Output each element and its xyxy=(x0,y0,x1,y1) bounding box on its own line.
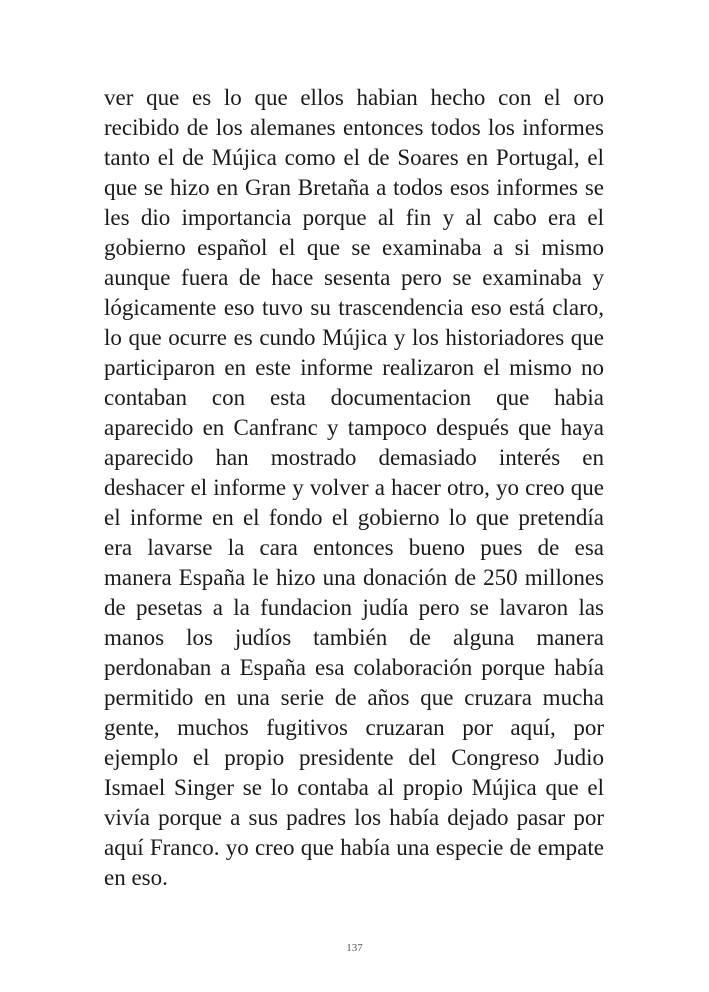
text-line: aparecido han mostrado demasiado interés en xyxy=(104,445,604,470)
text-line: contaban con esta documentacion que habia xyxy=(104,385,604,410)
text-line: recibido de los alemanes entonces todos los informes xyxy=(104,115,604,140)
text-line: lo que ocurre es cundo Mújica y los historiadores que xyxy=(104,325,604,350)
text-line: en eso. xyxy=(104,865,168,890)
text-line: era lavarse la cara entonces bueno pues de esa xyxy=(104,535,604,560)
text-line: lógicamente eso tuvo su trascendencia eso está claro, xyxy=(104,295,604,320)
text-line: ejemplo el propio presidente del Congreso Judio xyxy=(104,745,604,770)
page-number: 137 xyxy=(346,942,363,954)
text-line: deshacer el informe y volver a hacer otro, yo creo que xyxy=(104,475,604,500)
text-line: permitido en una serie de años que cruzara mucha xyxy=(104,685,604,710)
text-line: participaron en este informe realizaron el mismo no xyxy=(104,355,604,380)
text-line: Ismael Singer se lo contaba al propio Mújica que el xyxy=(104,775,604,800)
text-line: gobierno español el que se examinaba a si mismo xyxy=(104,235,604,260)
text-line: de pesetas a la fundacion judía pero se lavaron las xyxy=(104,595,604,620)
text-line: manera España le hizo una donación de 250 millones xyxy=(104,565,604,590)
text-line: aparecido en Canfranc y tampoco después que haya xyxy=(104,415,604,440)
text-line: ver que es lo que ellos habian hecho con el oro xyxy=(104,85,604,110)
text-line: gente, muchos fugitivos cruzaran por aquí, por xyxy=(104,715,604,740)
text-line: manos los judíos también de alguna manera xyxy=(104,625,604,650)
text-line: que se hizo en Gran Bretaña a todos esos informes se xyxy=(104,175,604,200)
text-line: les dio importancia porque al fin y al cabo era el xyxy=(104,205,604,230)
text-line: tanto el de Mújica como el de Soares en Portugal, el xyxy=(104,145,604,170)
text-line: aunque fuera de hace sesenta pero se examinaba y xyxy=(104,265,604,290)
text-line: vivía porque a sus padres los había dejado pasar por xyxy=(104,805,604,830)
text-line: el informe en el fondo el gobierno lo que pretendía xyxy=(104,505,604,530)
text-line: aquí Franco. yo creo que había una especie de empate xyxy=(104,835,604,860)
body-paragraph xyxy=(104,83,604,893)
text-line: perdonaban a España esa colaboración porque había xyxy=(104,655,604,680)
